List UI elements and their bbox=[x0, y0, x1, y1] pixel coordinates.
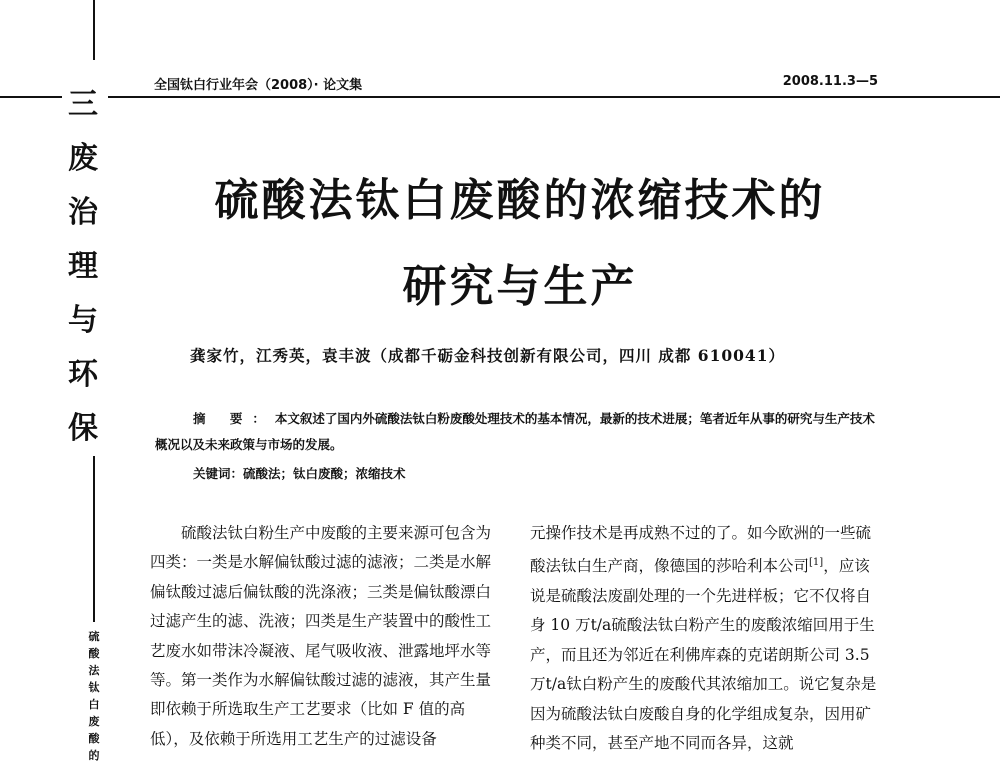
paper-title-line-2: 研究与生产 bbox=[402, 261, 638, 312]
abstract-text: 本文叙述了国内外硫酸法钛白粉废酸处理技术的基本情况，最新的技术进展；笔者近年从事的研究与生产技术概况以及未来政策与市场的发展。 bbox=[155, 411, 875, 452]
paper-title-line-1: 硫酸法钛白废酸的浓缩技术的 bbox=[214, 175, 826, 226]
side-section-title bbox=[62, 78, 104, 456]
journal-header: 全国钛白行业年会（2008）· 论文集 bbox=[154, 78, 363, 93]
header-rule-left bbox=[0, 96, 62, 98]
side-title-char: 三 bbox=[68, 87, 98, 122]
conference-date: 2008.11.3—5 bbox=[782, 74, 878, 89]
running-title-char: 废 bbox=[88, 715, 100, 728]
body-column-right bbox=[530, 519, 880, 758]
running-title-char: 白 bbox=[88, 698, 100, 711]
keywords-text: 硫酸法；钛白废酸；浓缩技术 bbox=[243, 466, 406, 481]
keywords-label: 关键词： bbox=[193, 466, 244, 481]
side-title-char: 理 bbox=[68, 249, 98, 284]
abstract bbox=[155, 406, 885, 458]
left-vertical-rule-bottom bbox=[93, 456, 95, 622]
side-title-char: 环 bbox=[68, 357, 98, 392]
side-title-char: 治 bbox=[68, 195, 98, 230]
keywords bbox=[193, 464, 406, 482]
side-running-title bbox=[86, 628, 102, 764]
body-right-text-2: ，应该说是硫酸法废副处理的一个先进样板；它不仅将自身 10 万t/a硫酸法钛白粉产生的废酸浓缩回用于生产，而且还为邻近在利佛库森的克诺朗斯公司 3.5 万t/a钛白粉产生的废酸代其浓缩加工。说它复杂是因为硫酸法钛白废酸自身的化学组成复杂，因用矿种类不同，甚至产地不同而各异，这就 bbox=[530, 557, 877, 752]
left-vertical-rule-top bbox=[93, 0, 95, 60]
running-title-char: 硫 bbox=[88, 630, 100, 643]
citation-ref: [1] bbox=[809, 557, 824, 569]
running-title-char: 酸 bbox=[88, 732, 100, 745]
body-right-text-1: 元操作技术是再成熟不过的了。如今欧洲的一些硫酸法钛白生产商，像德国的莎哈利本公司 bbox=[530, 524, 872, 576]
side-title-char: 与 bbox=[68, 303, 98, 338]
running-title-char: 法 bbox=[88, 664, 100, 677]
running-title-char: 钛 bbox=[88, 681, 100, 694]
side-title-char: 保 bbox=[68, 411, 98, 446]
header-rule bbox=[108, 96, 1000, 98]
running-title-char: 的 bbox=[88, 749, 100, 762]
body-column-left: 硫酸法钛白粉生产中废酸的主要来源可包含为四类：一类是水解偏钛酸过滤的滤液；二类是水解偏钛酸过滤后偏钛酸的洗涤液；三类是偏钛酸漂白过滤产生的滤、洗液；四类是生产装置中的酸性工艺废水如带沫冷凝液、尾气吸收液、泄露地坪水等等。第一类作为水解偏钛酸过滤的滤液，其产生量即依赖于所选取生产工艺要求（比如 F 值的高低），及依赖于所选用工艺生产的过滤设备 bbox=[150, 524, 492, 748]
abstract-label: 摘 要： bbox=[193, 411, 275, 426]
running-title-char: 酸 bbox=[88, 647, 100, 660]
author-line: 龚家竹，江秀英，袁丰波（成都千砺金科技创新有限公司，四川 成都 610041） bbox=[190, 346, 786, 365]
side-title-char: 废 bbox=[68, 141, 98, 176]
